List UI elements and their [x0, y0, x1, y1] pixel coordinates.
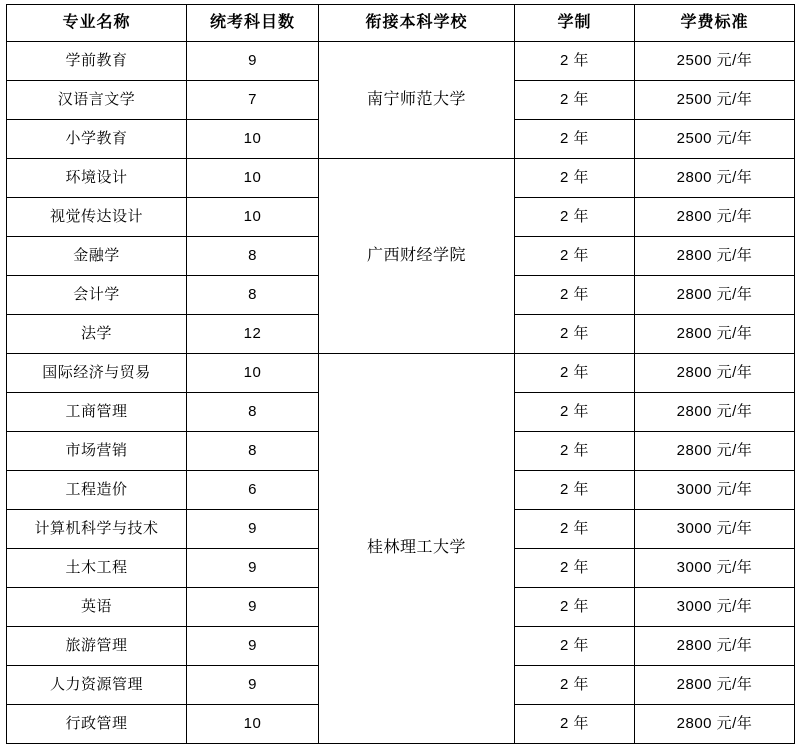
cell-tuition-fee: 2800 元/年	[635, 393, 795, 432]
cell-tuition-fee: 2500 元/年	[635, 42, 795, 81]
cell-subject-count: 8	[187, 276, 319, 315]
cell-major-name: 学前教育	[7, 42, 187, 81]
cell-subject-count: 10	[187, 354, 319, 393]
cell-study-duration: 2 年	[515, 198, 635, 237]
cell-study-duration: 2 年	[515, 159, 635, 198]
table-body	[7, 42, 795, 744]
cell-subject-count: 8	[187, 432, 319, 471]
cell-tuition-fee: 2800 元/年	[635, 627, 795, 666]
cell-major-name: 工程造价	[7, 471, 187, 510]
cell-tuition-fee: 2800 元/年	[635, 666, 795, 705]
cell-subject-count: 9	[187, 666, 319, 705]
table-header-row	[7, 5, 795, 42]
cell-study-duration: 2 年	[515, 42, 635, 81]
cell-major-name: 市场营销	[7, 432, 187, 471]
cell-major-name: 国际经济与贸易	[7, 354, 187, 393]
cell-major-name: 人力资源管理	[7, 666, 187, 705]
cell-subject-count: 9	[187, 42, 319, 81]
cell-subject-count: 9	[187, 627, 319, 666]
cell-major-name: 环境设计	[7, 159, 187, 198]
cell-tuition-fee: 2800 元/年	[635, 276, 795, 315]
cell-study-duration: 2 年	[515, 627, 635, 666]
cell-subject-count: 6	[187, 471, 319, 510]
cell-subject-count: 10	[187, 198, 319, 237]
cell-study-duration: 2 年	[515, 510, 635, 549]
cell-tuition-fee: 2800 元/年	[635, 198, 795, 237]
table-header	[7, 5, 795, 42]
cell-major-name: 法学	[7, 315, 187, 354]
cell-major-name: 金融学	[7, 237, 187, 276]
cell-subject-count: 7	[187, 81, 319, 120]
cell-tuition-fee: 3000 元/年	[635, 549, 795, 588]
cell-linked-university: 南宁师范大学	[319, 42, 515, 159]
column-header-fee: 学费标准	[635, 5, 795, 42]
cell-subject-count: 8	[187, 237, 319, 276]
cell-subject-count: 12	[187, 315, 319, 354]
cell-linked-university: 广西财经学院	[319, 159, 515, 354]
cell-major-name: 会计学	[7, 276, 187, 315]
cell-study-duration: 2 年	[515, 237, 635, 276]
cell-tuition-fee: 3000 元/年	[635, 510, 795, 549]
cell-major-name: 土木工程	[7, 549, 187, 588]
cell-study-duration: 2 年	[515, 471, 635, 510]
cell-tuition-fee: 2500 元/年	[635, 81, 795, 120]
cell-study-duration: 2 年	[515, 315, 635, 354]
cell-subject-count: 10	[187, 120, 319, 159]
cell-tuition-fee: 3000 元/年	[635, 588, 795, 627]
cell-study-duration: 2 年	[515, 393, 635, 432]
cell-major-name: 英语	[7, 588, 187, 627]
column-header-school: 衔接本科学校	[319, 5, 515, 42]
table-row	[7, 159, 795, 198]
cell-subject-count: 9	[187, 588, 319, 627]
cell-study-duration: 2 年	[515, 705, 635, 744]
cell-subject-count: 10	[187, 705, 319, 744]
cell-subject-count: 10	[187, 159, 319, 198]
cell-major-name: 工商管理	[7, 393, 187, 432]
cell-study-duration: 2 年	[515, 120, 635, 159]
column-header-subjects: 统考科目数	[187, 5, 319, 42]
cell-major-name: 汉语言文学	[7, 81, 187, 120]
cell-major-name: 行政管理	[7, 705, 187, 744]
cell-study-duration: 2 年	[515, 666, 635, 705]
major-enrollment-table	[6, 4, 795, 744]
cell-study-duration: 2 年	[515, 354, 635, 393]
cell-subject-count: 8	[187, 393, 319, 432]
table-row	[7, 42, 795, 81]
table-row	[7, 354, 795, 393]
cell-subject-count: 9	[187, 510, 319, 549]
cell-tuition-fee: 2500 元/年	[635, 120, 795, 159]
cell-major-name: 视觉传达设计	[7, 198, 187, 237]
cell-study-duration: 2 年	[515, 549, 635, 588]
cell-study-duration: 2 年	[515, 276, 635, 315]
cell-major-name: 计算机科学与技术	[7, 510, 187, 549]
cell-study-duration: 2 年	[515, 81, 635, 120]
cell-tuition-fee: 2800 元/年	[635, 354, 795, 393]
cell-linked-university: 桂林理工大学	[319, 354, 515, 744]
cell-tuition-fee: 2800 元/年	[635, 315, 795, 354]
cell-tuition-fee: 2800 元/年	[635, 705, 795, 744]
cell-study-duration: 2 年	[515, 432, 635, 471]
cell-major-name: 旅游管理	[7, 627, 187, 666]
cell-tuition-fee: 2800 元/年	[635, 237, 795, 276]
column-header-major: 专业名称	[7, 5, 187, 42]
cell-study-duration: 2 年	[515, 588, 635, 627]
cell-tuition-fee: 3000 元/年	[635, 471, 795, 510]
column-header-years: 学制	[515, 5, 635, 42]
cell-major-name: 小学教育	[7, 120, 187, 159]
cell-tuition-fee: 2800 元/年	[635, 432, 795, 471]
cell-tuition-fee: 2800 元/年	[635, 159, 795, 198]
cell-subject-count: 9	[187, 549, 319, 588]
